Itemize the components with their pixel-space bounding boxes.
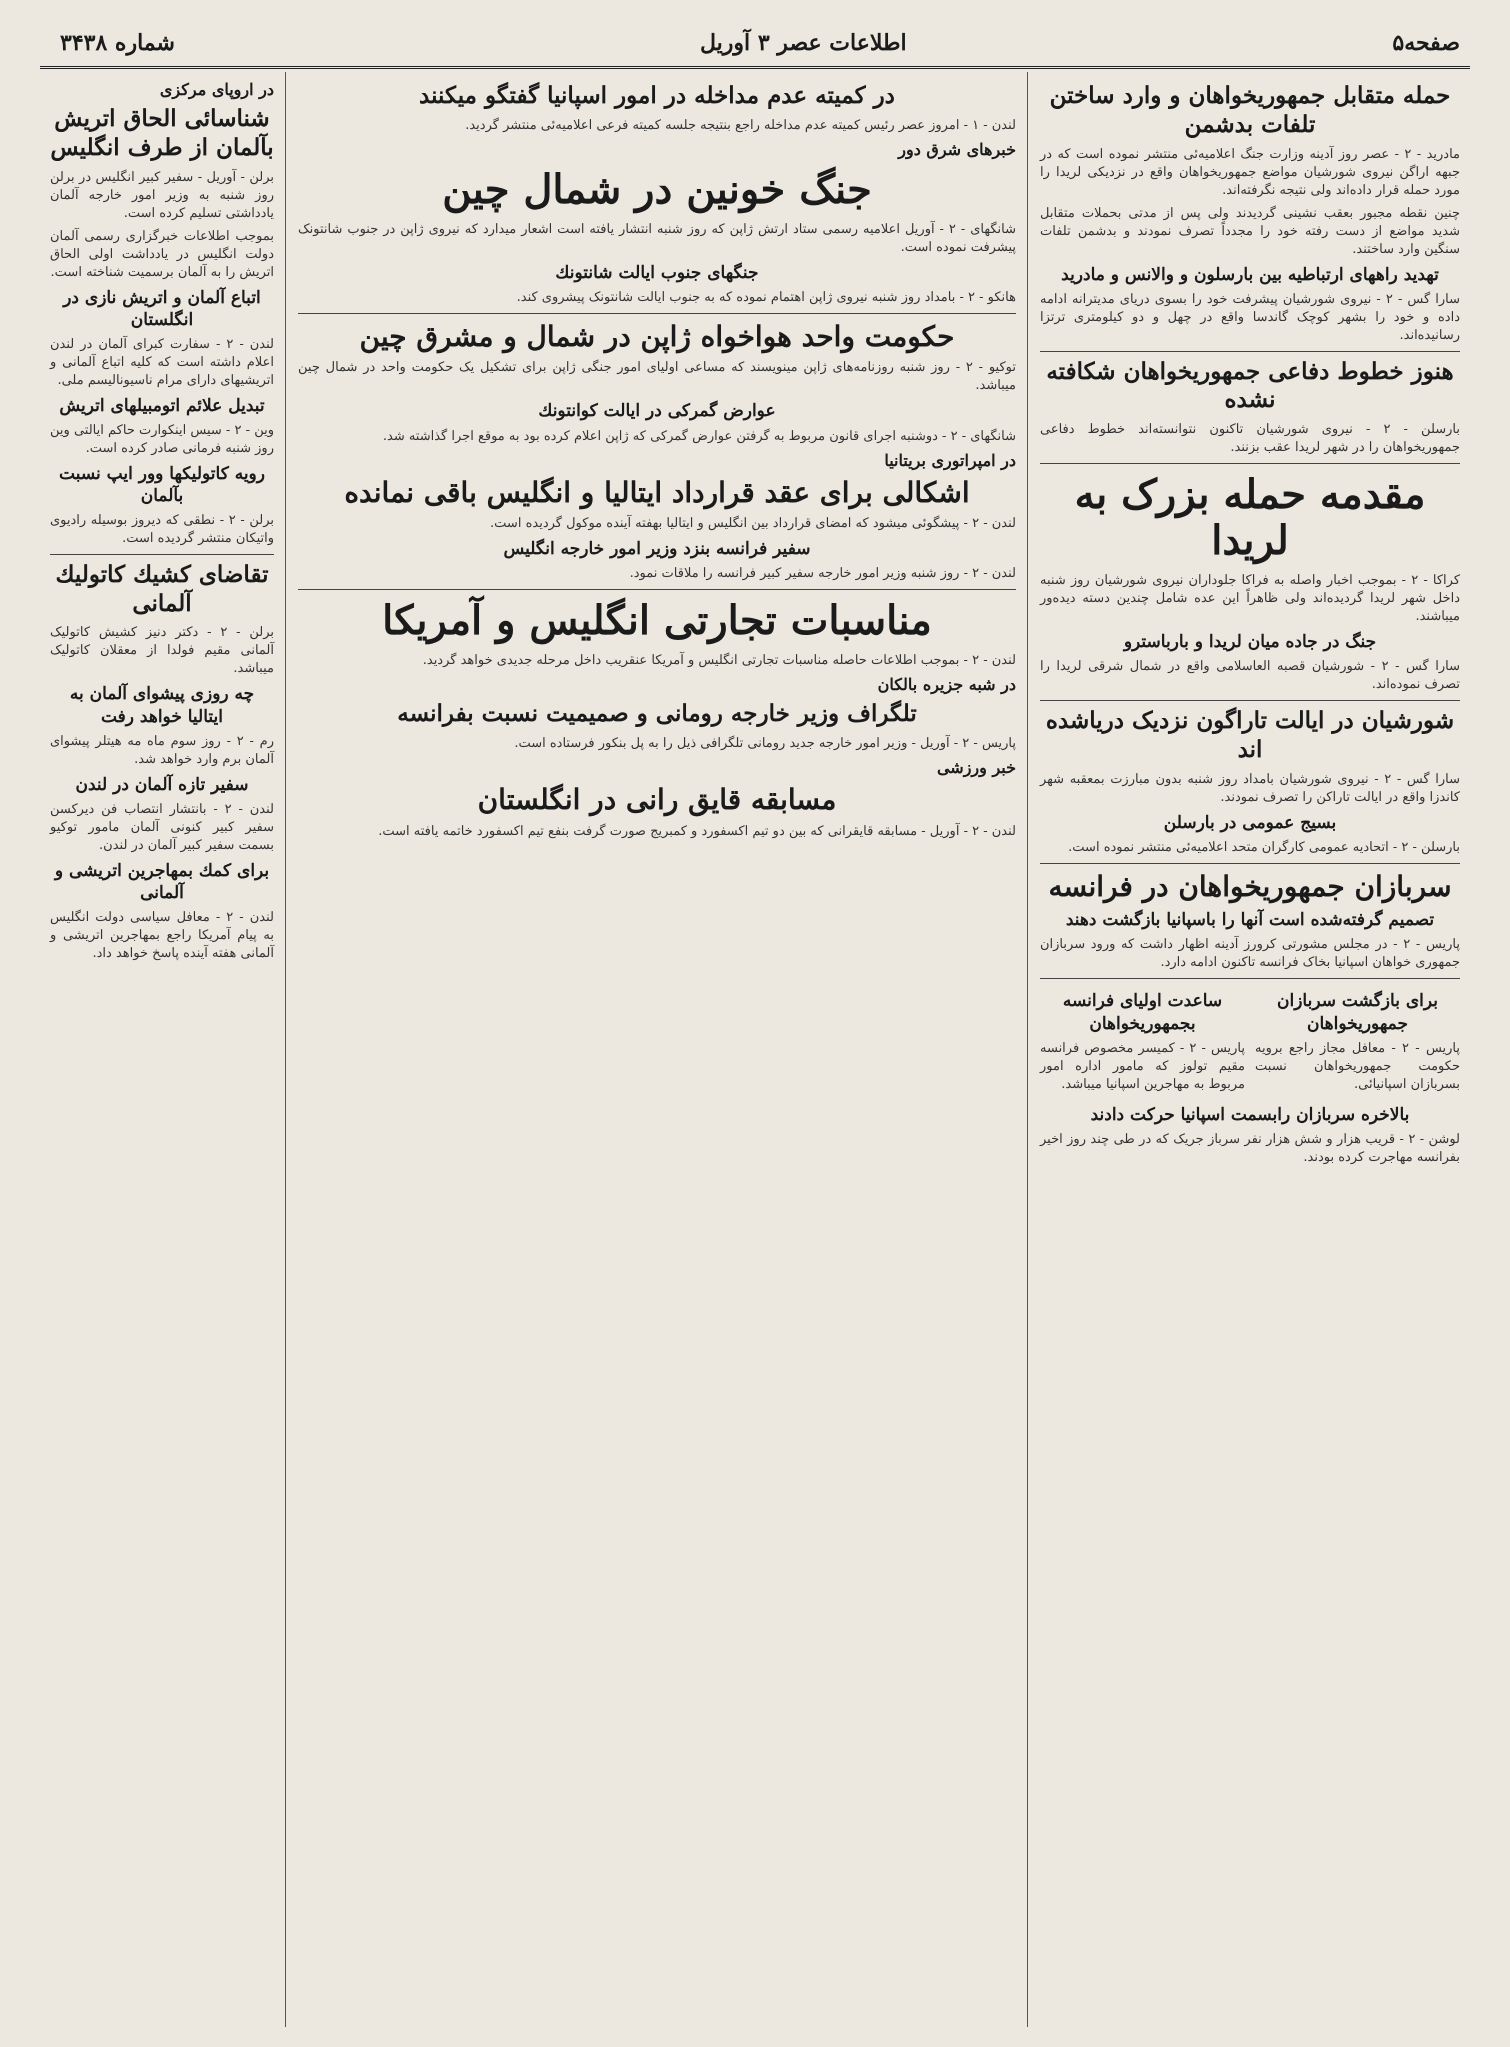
article-text: لندن - ۲ - معافل سیاسی دولت انگلیس به پیام آمریکا راجع بمهاجرین اتریشی و آلمانی هفته آینده پاسخ خواهد داد. <box>50 909 274 961</box>
subheadline: بالاخره سربازان رابسمت اسپانیا حرکت دادند <box>1090 1104 1410 1125</box>
headline: تلگراف وزیر خارجه رومانی و صمیمیت نسبت بفرانسه <box>397 700 917 728</box>
article-text: لندن - ۲ - بموجب اطلاعات حاصله مناسبات تجارتی انگلیس و آمریکا عنقریب داخل مرحله جدیدی خواهد گردید. <box>422 653 1016 669</box>
sub-column <box>1040 985 1245 1098</box>
subheadline: تبدیل علائم اتومبیلهای اتریش <box>59 395 265 416</box>
sub-column <box>1255 985 1460 1098</box>
headline: حمله متقابل جمهوریخواهان و وارد ساختن تلفات بدشمن <box>1049 82 1451 138</box>
article-text: لندن - ۲ - پیشگوئی میشود که امضای قرارداد بین انگلیس و ایتالیا بهفته آینده موکول گردیده است. <box>490 516 1016 532</box>
article-text: پاریس - ۲ - آوریل - وزیر امور خارجه جدید رومانی تلگرافی ذیل را به پل بنکور فرستاده است. <box>514 735 1016 751</box>
subheadline: سفیر فرانسه بنزد وزیر امور خارجه انگلیس <box>503 539 811 560</box>
article-text: برلن - ۲ - نطقی که دیروز بوسیله رادیوی واتیکان منتشر گردیده است. <box>50 512 274 546</box>
article-text: لندن - ۲ - سفارت کبرای آلمان در لندن اعلام داشته است که کلیه اتباع آلمانی و اتریشیهای دارای مرام ناسیونالیسم ملی. <box>50 336 274 388</box>
section-label: در اروپای مرکزی <box>159 80 274 99</box>
issue-number: شماره ۳۴۳۸ <box>60 30 175 56</box>
article-text: لندن - ۱ - امروز عصر رئیس کمیته عدم مداخله راجع بنتیجه جلسه کمیته فرعی اعلامیه‌ئی منتشر گردید. <box>465 117 1016 133</box>
headline: شناسائی الحاق اتریش بآلمان از طرف انگلیس <box>50 105 274 161</box>
article-text: پاریس - ۲ - در مجلس مشورتی کرورز آدینه اظهار داشت که ورود سربازان جمهوری خواهان اسپانیا بخاک فرانسه تاکنون ادامه دارد. <box>1040 937 1460 971</box>
column-middle <box>288 72 1026 2027</box>
divider <box>50 554 274 555</box>
divider <box>1040 351 1460 352</box>
headline: شورشیان در ایالت تاراگون نزدیک دریاشده اند <box>1045 707 1455 763</box>
page-header <box>40 22 1470 69</box>
subheadline: عوارض گمرکی در ایالت کوانتونك <box>538 401 776 422</box>
headline: مقدمه حمله بزرک به لریدا <box>1074 471 1426 565</box>
subheadline: جنگهای جنوب ایالت شانتونك <box>555 262 759 283</box>
divider <box>1040 463 1460 464</box>
article-text: هانکو - ۲ - بامداد روز شنبه نیروی ژاپن اهتمام نموده که به جنوب ایالت شانتونک پیشروی کند. <box>516 289 1016 305</box>
page-label: صفحه۵ <box>1392 30 1460 56</box>
subheadline: برای بازگشت سربازان جمهوریخواهان <box>1276 991 1438 1034</box>
section-label: در امپراتوری بریتانیا <box>884 450 1016 470</box>
article-text: لندن - ۲ - آوریل - مسابقه قایقرانی که بین دو تیم اکسفورد و کمبریج صورت گرفت بنفع تیم اکسفورد خاتمه یافته است. <box>378 823 1016 839</box>
subheadline: تهدید راههای ارتباطیه بین بارسلون و والانس و مادرید <box>1061 264 1439 285</box>
article-text: رم - ۲ - روز سوم ماه مه هیتلر پیشوای آلمان برم وارد خواهد شد. <box>50 733 275 767</box>
headline: تقاضای کشیك کاتولیك آلمانی <box>55 560 269 617</box>
subheadline: رویه کاتولیکها وور ایپ نسبت بآلمان <box>59 463 265 506</box>
article-text: برلن - ۲ - دکتر دنیز کشیش کاتولیک آلمانی مقیم فولدا از معقلان کاتولیک میباشد. <box>50 625 274 677</box>
article-text: چنین نقطه مجبور بعقب نشینی گردیدند ولی پس از مدتی بحملات متقابل شدید مواضع از دست رفته خود را مجدداً تصرف نمودند و بدشمن تلفات سنگین وارد ساختند. <box>1040 205 1460 257</box>
column-right <box>1030 72 1470 2027</box>
column-divider <box>285 72 286 2027</box>
subheadline: چه روزی پیشوای آلمان به ایتالیا خواهد رفت <box>69 684 255 727</box>
article-text: کراکا - ۲ - بموجب اخبار واصله به فراکا جلوداران نیروی شورشیان روز شنبه داخل شهر لریدا گردیده‌اند ولی ظاهراً این عده شامل چندین دسته دیده‌ور میباشند. <box>1040 573 1461 625</box>
divider <box>1040 978 1460 979</box>
article-text: لوشن - ۲ - قریب هزار و شش هزار نفر سرباز جریک که در طی چند روز اخیر بفرانسه مهاجرت کرده بودند. <box>1040 1131 1460 1165</box>
divider <box>298 313 1016 314</box>
section-label: خبر ورزشی <box>936 757 1016 777</box>
subheadline: برای کمك بمهاجرین اتریشی و آلمانی <box>54 860 270 903</box>
subheadline: تصمیم گرفته‌شده است آنها را باسپانیا بازگشت دهند <box>1065 910 1435 931</box>
article-text: سارا گس - ۲ - نیروی شورشیان بامداد روز شنبه بدون مبارزت بمعقبه شهر کاندزا واقع در ایالت تاراکن را تصرف نمودند. <box>1040 771 1460 805</box>
headline: حکومت واحد هواخواه ژاپن در شمال و مشرق چین <box>359 319 955 353</box>
article-text: شانگهای - ۲ - آوریل اعلامیه رسمی ستاد ارتش ژاپن که روز شنبه انتشار یافته است اشعار میدارد که نیروی ژاپن در جنوب شانتونک پیشرفت نموده است. <box>298 221 1017 255</box>
article-text: مادرید - ۲ - عصر روز آدینه وزارت جنگ اعلامیه‌ئی منتشر نموده است که در جبهه اراگن نیروی شورشیان مواضع جمهوریخواهان واقع در نزدیکی لریدا را مورد حمله قرار داده‌اند ولی نتیجه نگرفته‌اند. <box>1040 146 1461 198</box>
article-text: توکیو - ۲ - روز شنبه روزنامه‌های ژاپن مینویسند که مساعی اولیای امور جنگی ژاپن برای تشکیل یک حکومت واحد در شمال چین میباشد. <box>298 360 1016 394</box>
headline: مناسبات تجارتی انگلیس و آمریکا <box>382 597 932 645</box>
headline: اشکالی برای عقد قرارداد ایتالیا و انگلیس باقی نمانده <box>344 475 970 509</box>
headline: سربازان جمهوریخواهان در فرانسه <box>1048 869 1452 903</box>
article-text: لندن - ۲ - بانتشار انتصاب فن دیرکسن سفیر کبیر کنونی آلمان مامور توکیو بسمت سفیر کبیر آلمان در لندن. <box>50 801 274 853</box>
column-divider <box>1027 72 1028 2027</box>
column-left <box>40 72 284 2027</box>
article-text: بارسلن - ۲ - نیروی شورشیان تاکنون نتوانسته‌اند خطوط دفاعی جمهوریخواهان را در شهر لریدا عقب بزنند. <box>1040 422 1460 456</box>
subheadline: سفیر تازه آلمان در لندن <box>75 774 249 795</box>
article-text: سارا گس - ۲ - نیروی شورشیان پیشرفت خود را بسوی دریای مدیترانه ادامه داده و خود را بشهر کوچک گاندسا واقع در چهل و دو کیلومتری ترتزا رسانیده‌اند. <box>1040 291 1460 343</box>
subheadline: جنگ در جاده میان لریدا و بارباسترو <box>1123 632 1377 653</box>
article-text: برلن - آوریل - سفیر کبیر انگلیس در برلن روز شنبه به وزیر امور خارجه آلمان یادداشتی تسلیم کرده است. <box>50 169 274 221</box>
two-column-block <box>1040 985 1460 1098</box>
article-text: بارسلن - ۲ - اتحادیه عمومی کارگران متحد اعلامیه‌ئی منتشر نموده است. <box>1068 839 1460 855</box>
headline: در کمیته عدم مداخله در امور اسپانیا گفتگو میکنند <box>419 82 895 109</box>
article-text: وین - ۲ - سیس اینکوارت حاکم ایالتی وین روز شنبه فرمانی صادر کرده است. <box>50 422 274 456</box>
section-label: در شبه جزیره بالکان <box>877 675 1016 695</box>
center-title: اطلاعات عصر ۳ آوریل <box>700 30 907 56</box>
article-text: سارا گس - ۲ - شورشیان قصبه العاسلامی واقع در شمال شرقی لریدا را تصرف نموده‌اند. <box>1040 659 1461 693</box>
headline: جنگ خونین در شمال چین <box>442 165 872 213</box>
divider <box>1040 700 1460 701</box>
article-text: پاریس - ۲ - کمیسر مخصوص فرانسه مقیم تولوز که مامور اداره امور مربوط به مهاجرین اسپانیا میباشد. <box>1040 1040 1245 1092</box>
divider <box>298 589 1016 590</box>
headline: هنوز خطوط دفاعی جمهوریخواهان شکافته نشده <box>1046 357 1454 414</box>
divider <box>1040 863 1460 864</box>
article-text: بموجب اطلاعات خبرگزاری رسمی آلمان دولت انگلیس در یادداشت اولی الحاق اتریش را به آلمان برسمیت شناخته است. <box>50 228 274 280</box>
subheadline: بسیج عمومی در بارسلن <box>1163 812 1337 833</box>
article-text: شانگهای - ۲ - دوشنبه اجرای قانون مربوط به گرفتن عوارض گمرکی که ژاپن اعلام کرده بود به موقع اجرا گذاشته شد. <box>382 428 1016 444</box>
section-label: خبرهای شرق دور <box>898 139 1016 159</box>
subheadline: ساعدت اولیای فرانسه بجمهوریخواهان <box>1062 991 1223 1034</box>
article-text: پاریس - ۲ - معافل مجاز راجع برویه حکومت جمهوریخواهان نسبت بسربازان اسپانیائی. <box>1255 1040 1460 1092</box>
subheadline: اتباع آلمان و اتریش نازی در انگلستان <box>63 287 261 330</box>
headline: مسابقه قایق رانی در انگلستان <box>477 782 837 816</box>
article-text: لندن - ۲ - روز شنبه وزیر امور خارجه سفیر کبیر فرانسه را ملاقات نمود. <box>629 566 1016 582</box>
